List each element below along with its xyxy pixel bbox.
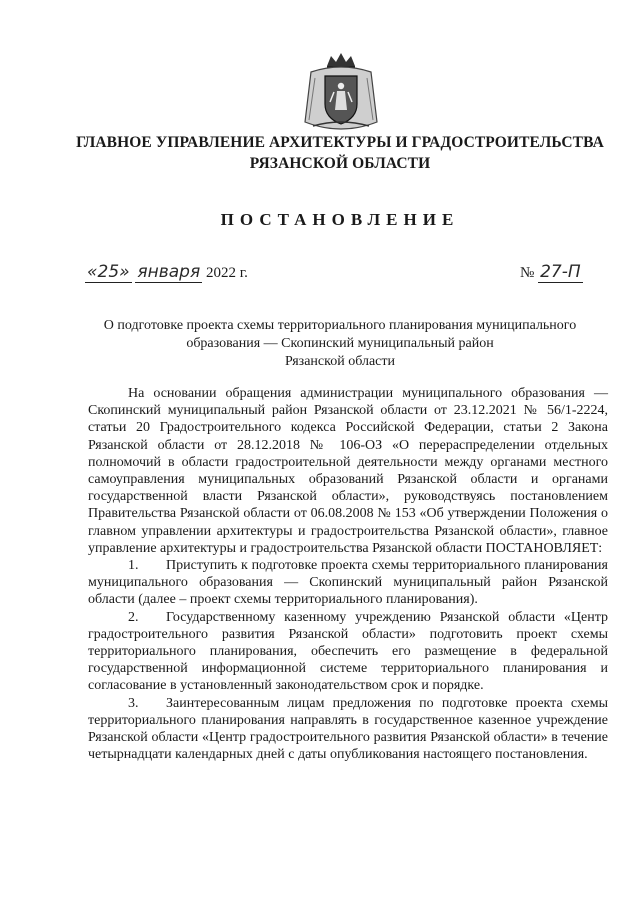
clause-text: Приступить к подготовке проекта схемы территориального планирования муниципального образования — Скопинский муниципальный район Рязанской области (далее – проект схемы территориального планирования). [88,558,608,608]
date-day-field [85,262,132,283]
clause-number: 3. [128,695,139,711]
authority-line-2: РЯЗАНСКОЙ ОБЛАСТИ [249,155,431,172]
clause-2 [88,609,608,695]
clause-1 [88,557,608,609]
date-quote-open: « [87,262,98,282]
issuing-authority [70,132,610,174]
preamble-paragraph: На основании обращения администрации муниципального образования — Скопинский муниципальный район Рязанской области от 23.12.2021 № 56/1-2224, статьи 20 Градостроительного кодекса Российской Федерации, статьи 2 Закона Рязанской области от 28.12.2018 № 106-ОЗ «О перераспределении отдельных полномочий в области градостроительной деятельности между органами местного самоуправления муниципальных образований Рязанской области и органами государственной власти Рязанской области», руководствуясь постановлением Правительства Рязанской области от 06.08.2008 № 153 «Об утверждении Положения о главном управлении архитектуры и градостроительства Рязанской области», главное управление архитектуры и градостроительства Рязанской области ПОСТАНОВЛЯЕТ: [88,386,608,556]
document-date [85,262,248,282]
date-quote-close: » [119,262,130,282]
clause-3 [88,695,608,764]
subject-line-3: Рязанской области [284,354,396,369]
subject-line-2: образования — Скопинский муниципальный район [186,336,494,351]
document-body [88,385,608,763]
number-value: 27-П [540,262,581,282]
clause-text: Государственному казенному учреждению Рязанской области «Центр градостроительного развития Рязанской области» подготовить проект схемы территориального планирования, обеспечить его размещение в федеральной государственной информационной системе территориального планирования и согласование в установленный законодательством срок и порядке. [88,609,608,694]
clause-text: Заинтересованным лицам предложения по подготовке проекта схемы территориального планирования направлять в государственное казенное учреждение Рязанской области «Центр градостроительного развития Рязанской области» в течение четырнадцати календарных дней с даты опубликования настоящего постановления. [88,695,608,763]
document-type: ПОСТАНОВЛЕНИЕ [220,210,460,229]
clause-number: 2. [128,609,139,625]
number-prefix: № [520,265,535,281]
clause-number: 1. [128,558,139,574]
date-month: января [137,262,201,282]
date-day: 25 [97,262,120,282]
subject-line-1: О подготовке проекта схемы территориального планирования муниципального [103,318,577,333]
authority-line-1: ГЛАВНОЕ УПРАВЛЕНИЕ АРХИТЕКТУРЫ И ГРАДОСТРОИТЕЛЬСТВА [76,134,604,151]
document-number [520,262,583,282]
document-subject [80,317,600,371]
date-year: 2022 г. [205,265,248,281]
ryazan-coat-of-arms-icon [297,48,385,136]
